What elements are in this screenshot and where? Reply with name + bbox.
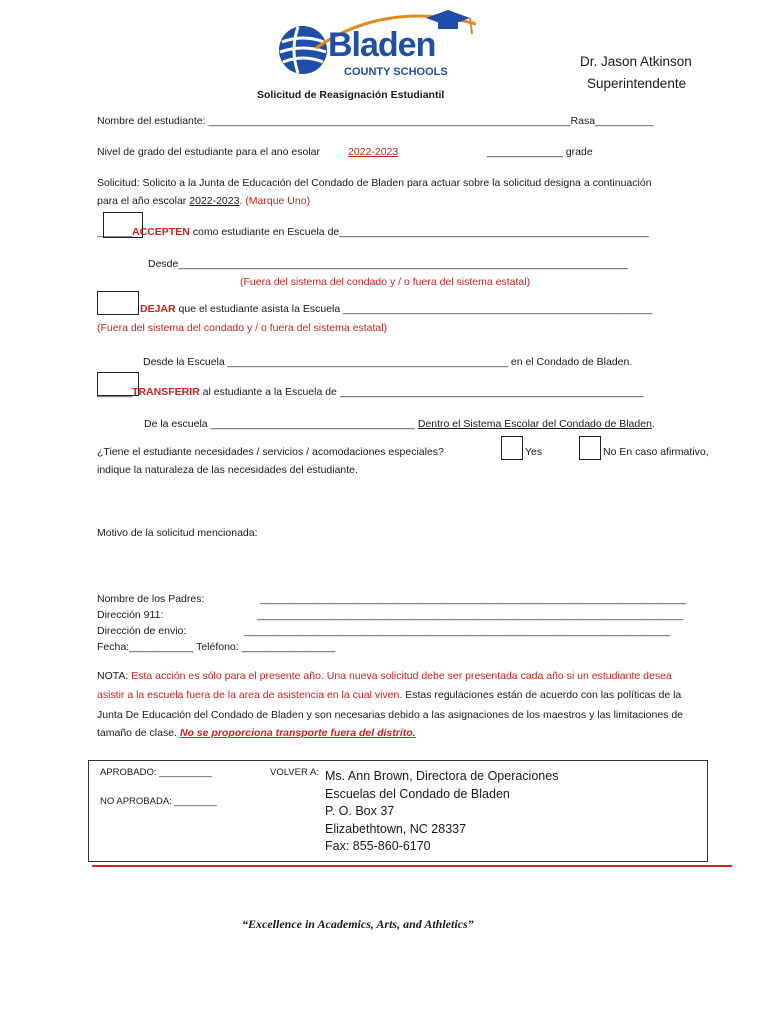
leave-label: DEJAR bbox=[140, 303, 176, 315]
leave-school-field[interactable]: que el estudiante asista la Escuela _____________________________________________________ bbox=[178, 303, 653, 315]
transfer-label: TRANSFERIR bbox=[132, 386, 200, 398]
note-class-size: tamaño de clase. bbox=[97, 727, 177, 739]
note-attendance-area: asistir a la escuela fuera de la area de asistencia en la cual viven. bbox=[97, 689, 403, 701]
mailing-address-label: Dirección de envio: bbox=[97, 625, 187, 637]
accept-label: ACCEPTEN bbox=[132, 226, 190, 238]
contact-name: Ms. Ann Brown, Directora de Operaciones bbox=[325, 769, 559, 783]
request-school-year: 2022-2023 bbox=[189, 195, 240, 207]
no-checkbox[interactable] bbox=[579, 436, 601, 460]
accept-row bbox=[97, 226, 649, 238]
logo-subtitle: COUNTY SCHOOLS bbox=[344, 66, 448, 78]
grade-field[interactable]: _____________ grade bbox=[487, 146, 593, 158]
address-911-label: Dirección 911: bbox=[97, 609, 164, 621]
request-mark-one: . (Marque Uno) bbox=[239, 195, 311, 207]
district-logo bbox=[276, 8, 486, 84]
yes-label: Yes bbox=[525, 446, 543, 458]
contact-fax: Fax: 855-860-6170 bbox=[325, 839, 431, 853]
transfer-from-field[interactable]: De la escuela ___________________________________ bbox=[144, 418, 415, 430]
note-line-3: Junta De Educación del Condado de Bladen y son necesarias debido a las asignaciones de los maestros y las limitaciones de bbox=[97, 709, 684, 721]
request-line-2-prefix: para el año escolar bbox=[97, 195, 187, 207]
accept-from-field[interactable]: Desde_____________________________________________________________________________ bbox=[148, 258, 629, 270]
approved-field[interactable]: APROBADO: __________ bbox=[100, 767, 212, 778]
reason-label: Motivo de la solicitud mencionada: bbox=[97, 527, 258, 539]
needs-question: ¿Tiene el estudiante necesidades / servicios / acomodaciones especiales? bbox=[97, 446, 444, 458]
grade-label: Nivel de grado del estudiante para el ano esolar bbox=[97, 146, 320, 158]
contact-city: Elizabethtown, NC 28337 bbox=[325, 821, 467, 836]
transfer-within-system: Dentro el Sistema Escolar del Condado de Bladen bbox=[417, 418, 652, 430]
contact-po-box: P. O. Box 37 bbox=[325, 804, 395, 818]
note-line-1 bbox=[97, 670, 672, 682]
superintendent-name: Dr. Jason Atkinson bbox=[580, 54, 692, 69]
yes-checkbox[interactable] bbox=[501, 436, 523, 460]
accept-blank: ______ bbox=[97, 226, 133, 238]
parent-name-field[interactable]: _________________________________________________________________________ bbox=[260, 593, 687, 605]
leave-checkbox[interactable] bbox=[97, 291, 139, 315]
superintendent-title: Superintendente bbox=[587, 76, 687, 91]
transfer-blank: ______ bbox=[97, 386, 133, 398]
mailing-address-field[interactable]: _________________________________________________________________________ bbox=[244, 625, 671, 637]
form-title: Solicitud de Reasignación Estudiantil bbox=[257, 89, 445, 101]
request-line-1: Solicitud: Solicito a la Junta de Educación del Condado de Bladen para actuar sobre la solicitud designa a continuación bbox=[97, 177, 652, 189]
transfer-school-field[interactable]: al estudiante a la Escuela de ____________________________________________________ bbox=[202, 386, 644, 398]
accept-school-field[interactable]: como estudiante en Escuela de_____________________________________________________ bbox=[192, 226, 649, 238]
grade-year: 2022-2023 bbox=[348, 146, 399, 158]
leave-row bbox=[140, 303, 653, 315]
leave-from-field[interactable]: Desde la Escuela ________________________________________________ en el Condado de Bladen. bbox=[143, 356, 633, 368]
note-label: NOTA: bbox=[97, 670, 129, 682]
transfer-row bbox=[97, 386, 643, 398]
no-label: No En caso afirmativo, bbox=[603, 446, 709, 458]
note-annual-warning: Esta acción es sólo para el presente año. Una nueva solicitud debe ser presentada cada año si un estudiante desea bbox=[131, 670, 672, 682]
address-911-field[interactable]: _________________________________________________________________________ bbox=[257, 609, 684, 621]
note-line-2 bbox=[97, 689, 681, 701]
contact-org: Escuelas del Condado de Bladen bbox=[325, 786, 510, 801]
transfer-from-row bbox=[144, 418, 655, 430]
footer-divider bbox=[92, 865, 732, 867]
note-line-4 bbox=[97, 727, 416, 739]
accept-note: (Fuera del sistema del condado y / o fuera del sistema estatal) bbox=[240, 276, 531, 288]
footer-motto: “Excellence in Academics, Arts, and Athletics” bbox=[242, 917, 474, 931]
student-name-field[interactable]: Nombre del estudiante: ______________________________________________________________Rasa__________ bbox=[97, 115, 654, 127]
return-to-label: VOLVER A: bbox=[270, 767, 319, 778]
parent-name-label: Nombre de los Padres: bbox=[97, 593, 205, 605]
not-approved-field[interactable]: NO APROBADA: ________ bbox=[100, 796, 217, 807]
note-regulations: Estas regulaciones están de acuerdo con las políticas de la bbox=[405, 689, 682, 701]
transfer-period: . bbox=[651, 418, 655, 430]
return-address bbox=[325, 768, 558, 856]
note-no-transport: No se proporciona transporte fuera del distrito. bbox=[179, 727, 416, 739]
request-line-2 bbox=[97, 195, 310, 207]
needs-indicate: indique la naturaleza de las necesidades del estudiante. bbox=[97, 464, 358, 476]
leave-note: (Fuera del sistema del condado y / o fuera del sistema estatal) bbox=[97, 322, 388, 334]
logo-name: Bladen bbox=[328, 26, 436, 64]
date-phone-field[interactable]: Fecha:___________ Teléfono: ________________ bbox=[97, 641, 336, 653]
